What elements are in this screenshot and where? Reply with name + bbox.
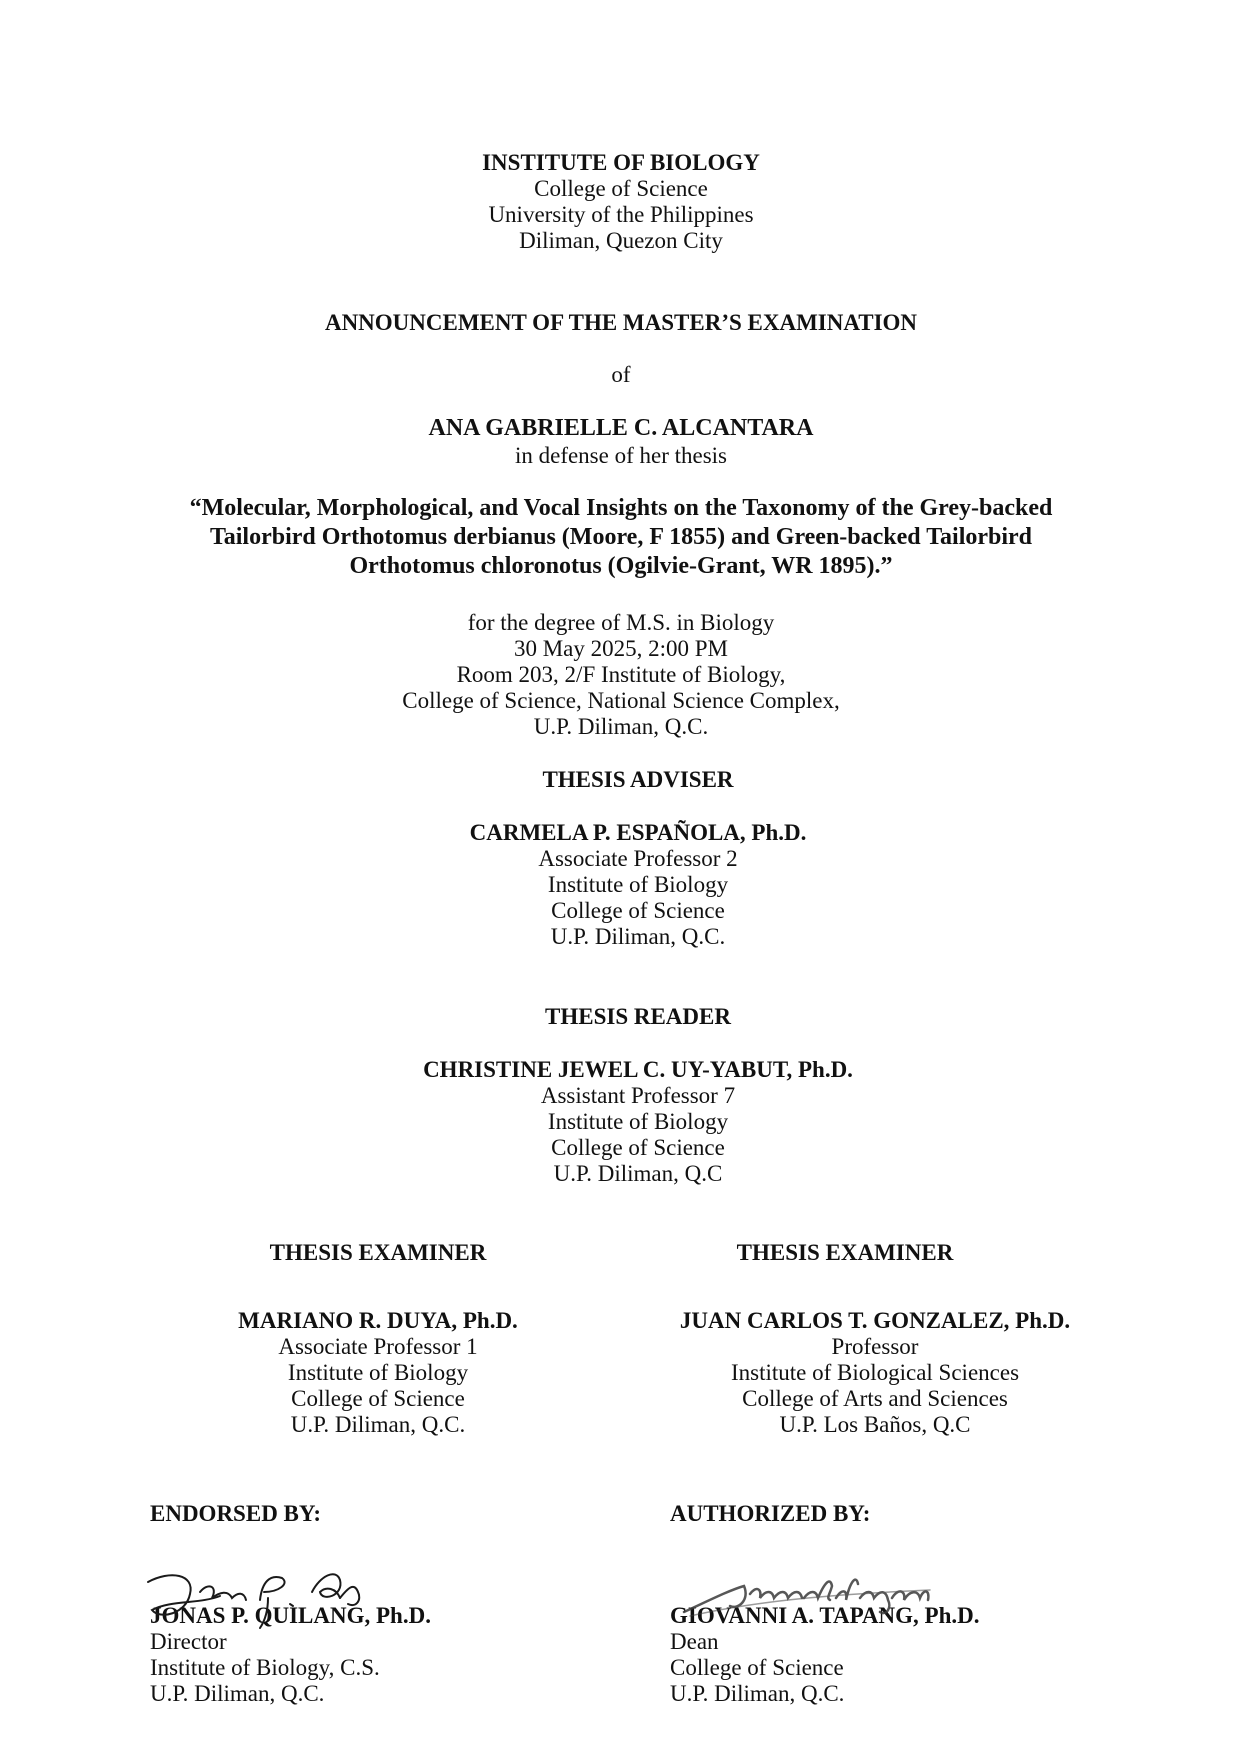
endorser-position: Director — [150, 1629, 227, 1654]
adviser-campus: U.P. Diliman, Q.C. — [550, 924, 726, 949]
thesis-title-line-2: Tailorbird Orthotomus derbianus (Moore, F 1855) and Green-backed Tailorbird — [209, 524, 1033, 550]
endorser-unit: Institute of Biology, C.S. — [150, 1655, 380, 1680]
exam-room: Room 203, 2/F Institute of Biology, — [456, 662, 786, 687]
examiner-position: Professor — [831, 1334, 919, 1359]
authorizer-position: Dean — [670, 1629, 719, 1654]
adviser-block — [338, 767, 938, 950]
candidate-name: ANA GABRIELLE C. ALCANTARA — [428, 415, 814, 441]
exam-building: College of Science, National Science Complex, — [402, 688, 840, 713]
adviser-heading: THESIS ADVISER — [542, 767, 734, 792]
examiner-name: JUAN CARLOS T. GONZALEZ, Ph.D. — [679, 1308, 1071, 1333]
defense-text: in defense of her thesis — [514, 443, 728, 468]
authorizer-signature — [680, 1560, 950, 1630]
of-text: of — [611, 362, 631, 387]
authorizer-college: College of Science — [670, 1655, 844, 1680]
reader-position: Assistant Professor 7 — [540, 1083, 736, 1108]
reader-campus: U.P. Diliman, Q.C — [553, 1161, 723, 1186]
exam-campus: U.P. Diliman, Q.C. — [533, 714, 709, 739]
examiner-position: Associate Professor 1 — [278, 1334, 478, 1359]
examiner-unit: Institute of Biology — [287, 1360, 469, 1385]
reader-name: CHRISTINE JEWEL C. UY-YABUT, Ph.D. — [423, 1057, 853, 1082]
reader-heading: THESIS READER — [545, 1004, 731, 1029]
endorser-campus: U.P. Diliman, Q.C. — [150, 1681, 325, 1706]
adviser-unit: Institute of Biology — [547, 872, 729, 897]
examiner-block-1 — [178, 1240, 578, 1438]
reader-unit: Institute of Biology — [547, 1109, 729, 1134]
examiner-unit: Institute of Biological Sciences — [730, 1360, 1020, 1385]
authorizer-name: GIOVANNI A. TAPANG, Ph.D. — [670, 1603, 980, 1628]
thesis-title-line-3: Orthotomus chloronotus (Ogilvie-Grant, WR 1895).” — [349, 553, 893, 579]
examiner-name: MARIANO R. DUYA, Ph.D. — [238, 1308, 518, 1333]
examiner-campus: U.P. Los Baños, Q.C — [779, 1412, 971, 1437]
examiner-heading: THESIS EXAMINER — [269, 1240, 487, 1265]
endorser-signature — [140, 1552, 380, 1632]
authorizer-campus: U.P. Diliman, Q.C. — [670, 1681, 845, 1706]
institute-name: INSTITUTE OF BIOLOGY — [482, 150, 760, 175]
adviser-college: College of Science — [551, 898, 725, 923]
college-name: College of Science — [534, 176, 708, 201]
university-name: University of the Philippines — [488, 202, 754, 227]
exam-datetime: 30 May 2025, 2:00 PM — [513, 636, 729, 661]
adviser-name: CARMELA P. ESPAÑOLA, Ph.D. — [469, 820, 807, 845]
examiner-college: College of Science — [291, 1386, 465, 1411]
endorsed-label: ENDORSED BY: — [150, 1501, 322, 1526]
adviser-position: Associate Professor 2 — [538, 846, 738, 871]
degree-text: for the degree of M.S. in Biology — [467, 610, 775, 635]
announcement-title: ANNOUNCEMENT OF THE MASTER’S EXAMINATION — [324, 310, 918, 335]
thesis-title-line-1: “Molecular, Morphological, and Vocal Insights on the Taxonomy of the Grey-backed — [189, 495, 1053, 521]
university-location: Diliman, Quezon City — [519, 228, 723, 253]
examiner-campus: U.P. Diliman, Q.C. — [290, 1412, 466, 1437]
authorized-label: AUTHORIZED BY: — [670, 1501, 871, 1526]
examiner-college: College of Arts and Sciences — [742, 1386, 1008, 1411]
endorser-name: JONAS P. QUILANG, Ph.D. — [150, 1603, 431, 1628]
examiner-block-2 — [655, 1240, 1095, 1438]
reader-block — [338, 1004, 938, 1187]
examiner-heading: THESIS EXAMINER — [736, 1240, 954, 1265]
reader-college: College of Science — [551, 1135, 725, 1160]
